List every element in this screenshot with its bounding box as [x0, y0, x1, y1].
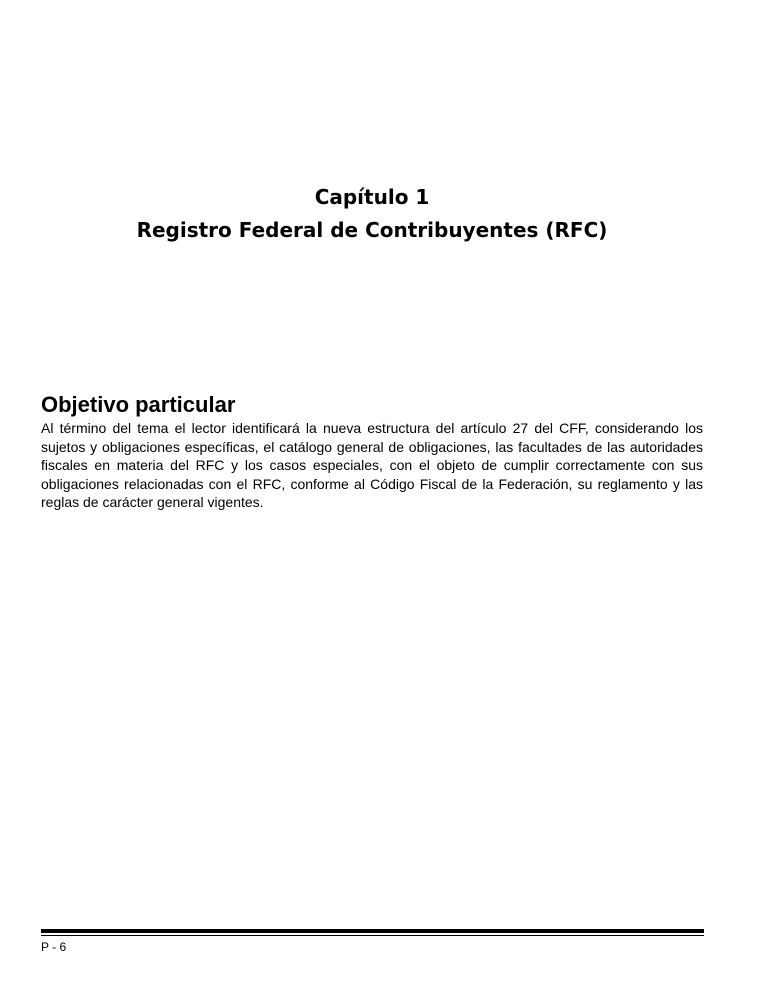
footer-divider-thin: [41, 935, 704, 936]
chapter-header: [0, 181, 744, 247]
objective-paragraph: Al término del tema el lector identificará la nueva estructura del artículo 27 del CFF, considerando los sujetos y obligaciones específicas, el catálogo general de obligaciones, las facultades de las autoridades fiscales en materia del RFC y los casos especiales, con el objeto de cumplir correctamente con sus obligaciones relacionadas con el RFC, conforme al Código Fiscal de la Federación, su reglamento y las reglas de carácter general vigentes.: [41, 420, 703, 510]
objective-section: [41, 391, 703, 512]
chapter-title: Registro Federal de Contribuyentes (RFC): [136, 218, 608, 242]
page-number: P - 6: [41, 940, 67, 954]
objective-heading: Objetivo particular: [41, 392, 236, 417]
chapter-number: Capítulo 1: [314, 185, 430, 209]
footer-divider: [41, 929, 704, 933]
